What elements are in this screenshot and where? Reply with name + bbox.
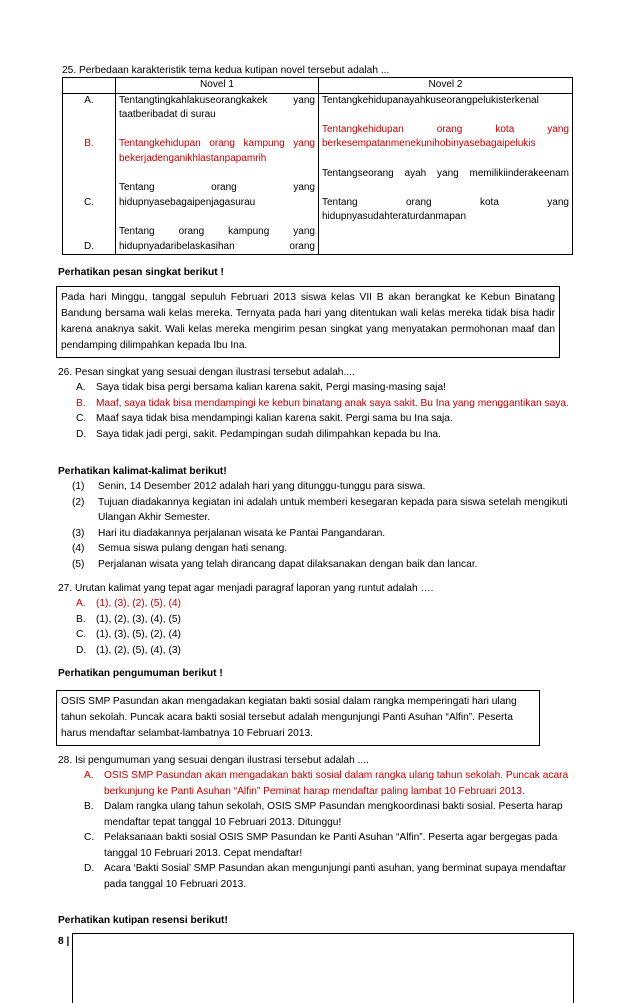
table-cell: Tentangseorang ayah yang memilikiinderakeenam	[322, 167, 569, 179]
option-b: B. Maaf, saya tidak bisa mendampingi ke kebun binatang anak saya sakit. Bu Ina yang menggantikan saya.	[76, 397, 569, 409]
option-letter: A.	[84, 94, 94, 106]
option-b: B. (1), (2), (3), (4), (5)	[76, 613, 181, 625]
list-item: (4) Semua siswa pulang dengan hati senang.	[72, 543, 288, 554]
review-heading: Perhatikan kutipan resensi berikut!	[58, 915, 228, 926]
list-item: (5) Perjalanan wisata yang telah dirancang dapat dilaksanakan dengan baik dan lancar.	[72, 558, 478, 570]
question-27-options	[76, 596, 578, 658]
question-28-text: 28. Isi pengumuman yang sesuai dengan ilustrasi tersebut adalah ....	[58, 755, 369, 766]
question-28	[58, 753, 578, 892]
table-cell: Tentangkehidupan orang kota yang berkesempatanmenekunihobinyasebagaipelukis	[322, 123, 569, 150]
announcement-text: OSIS SMP Pasundan akan mengadakan kegiatan bakti sosial dalam rangka memperingati hari ulang tahun sekolah. Puncak acara bakti sosial tersebut adalah mengunjungi Panti Asuhan “Alfin”. Peserta harus mendaftar selambat-lambatnya 10 Februari 2013.	[61, 696, 517, 739]
question-27	[58, 581, 578, 658]
option-letter: C.	[84, 196, 94, 208]
option-c: C. Maaf saya tidak bisa mendampingi kalian karena sakit. Pergi sama bu Ina saja.	[76, 413, 453, 424]
sms-box	[56, 286, 560, 358]
table-cell: Tentangkehidupanayahkuseorangpelukisterkenal	[322, 94, 539, 106]
list-item: (1) Senin, 14 Desember 2012 adalah hari yang ditunggu-tunggu para siswa.	[72, 481, 426, 492]
question-26	[58, 365, 578, 442]
option-d: D. (1), (2), (5), (4), (3)	[76, 644, 181, 656]
option-d: D. Saya tidak jadi pergi, sakit. Pedampingan sudah dilimpahkan kepada bu Ina.	[76, 428, 441, 440]
table-header-novel-2: Novel 2	[319, 78, 573, 94]
option-a: A. (1), (3), (2), (5), (4)	[76, 598, 181, 609]
option-c: C. Pelaksanaan bakti sosial OSIS SMP Pasundan ke Panti Asuhan “Alfin”. Peserta agar bergegas pada tanggal 10 Februari 2013. Cepat mendaftar!	[84, 832, 558, 859]
table-novel-2-column	[319, 93, 573, 255]
option-a: A. Saya tidak bisa pergi bersama kalian karena sakit, Pergi masing-masing saja!	[76, 382, 446, 393]
table-header-blank	[63, 78, 116, 94]
option-letter: B.	[84, 138, 94, 150]
table-cell: Tentang orang kampung yang hidupnyadaribelaskasihan orang	[119, 225, 315, 252]
table-header-novel-1: Novel 1	[116, 78, 319, 94]
table-novel-1-column	[116, 93, 319, 255]
table-cell: Tentangtingkahlakuseorangkakek yang taatberibadat di surau	[119, 94, 315, 121]
review-box	[72, 933, 574, 1003]
list-item: (3) Hari itu diadakannya perjalanan wisata ke Pantai Pangandaran.	[72, 527, 386, 539]
announcement-heading: Perhatikan pengumuman berikut !	[58, 668, 223, 679]
question-26-text: 26. Pesan singkat yang sesuai dengan ilustrasi tersebut adalah....	[58, 367, 355, 378]
table-cell: Tentang orang yang hidupnyasebagaipenjagasurau	[119, 182, 315, 208]
option-c: C. (1), (3), (5), (2), (4)	[76, 629, 181, 640]
sentences-section	[58, 464, 578, 572]
sentences-heading: Perhatikan kalimat-kalimat berikut!	[58, 466, 227, 477]
page-number: 8 |	[58, 936, 70, 947]
sms-heading: Perhatikan pesan singkat berikut !	[58, 267, 224, 278]
list-item: (2) Tujuan diadakannya kegiatan ini adalah untuk memberi kesegaran kepada para siswa setelah mengikuti Ulangan Akhir Semester.	[72, 496, 568, 523]
option-a: A. OSIS SMP Pasundan akan mengadakan bakti sosial dalam rangka ulang tahun sekolah. Puncak acara berkunjung ke Panti Asuhan “Alfin” Peminat harap mendaftar paling lambat 10 Februari 2013.	[84, 770, 569, 797]
question-27-text: 27. Urutan kalimat yang tepat agar menjadi paragraf laporan yang runtut adalah ….	[58, 583, 434, 594]
question-25: 25. Perbedaan karakteristik tema kedua kutipan novel tersebut adalah ...	[62, 65, 390, 76]
option-letter: D.	[84, 240, 94, 252]
table-letter-column	[63, 93, 116, 255]
question-28-options	[84, 768, 578, 892]
table-cell: Tentang orang kota yang hidupnyasudahteraturdanmapan	[322, 196, 569, 223]
table-cell: Tentangkehidupan orang kampung yang bekerjadenganikhlastanpapamrih	[119, 138, 315, 164]
option-d: D. Acara ‘Bakti Sosial’ SMP Pasundan akan mengunjungi panti asuhan, yang berminat supaya mendaftar pada tanggal 10 Februari 2013.	[84, 863, 567, 890]
question-26-options	[76, 380, 578, 442]
comparison-table	[62, 77, 573, 255]
sms-text: Pada hari Minggu, tanggal sepuluh Februari 2013 siswa kelas VII B akan berangkat ke Kebun Binatang Bandung bersama wali kelas mereka. Ternyata pada hari yang ditentukan wali kelas mereka tidak bisa hadir karena anaknya sakit. Wali kelas mereka mengirim pesan singkat yang menyatakan permohonan maaf dan pendamping dilimpahkan kepada Ibu Ina.	[61, 292, 555, 351]
option-b: B. Dalam rangka ulang tahun sekolah, OSIS SMP Pasundan mengkoordinasi bakti sosial. Peserta harap mendaftar tepat tanggal 10 Februari 2013. Ditunggu!	[84, 801, 563, 828]
sentences-list	[72, 479, 578, 572]
announcement-box	[56, 690, 540, 746]
